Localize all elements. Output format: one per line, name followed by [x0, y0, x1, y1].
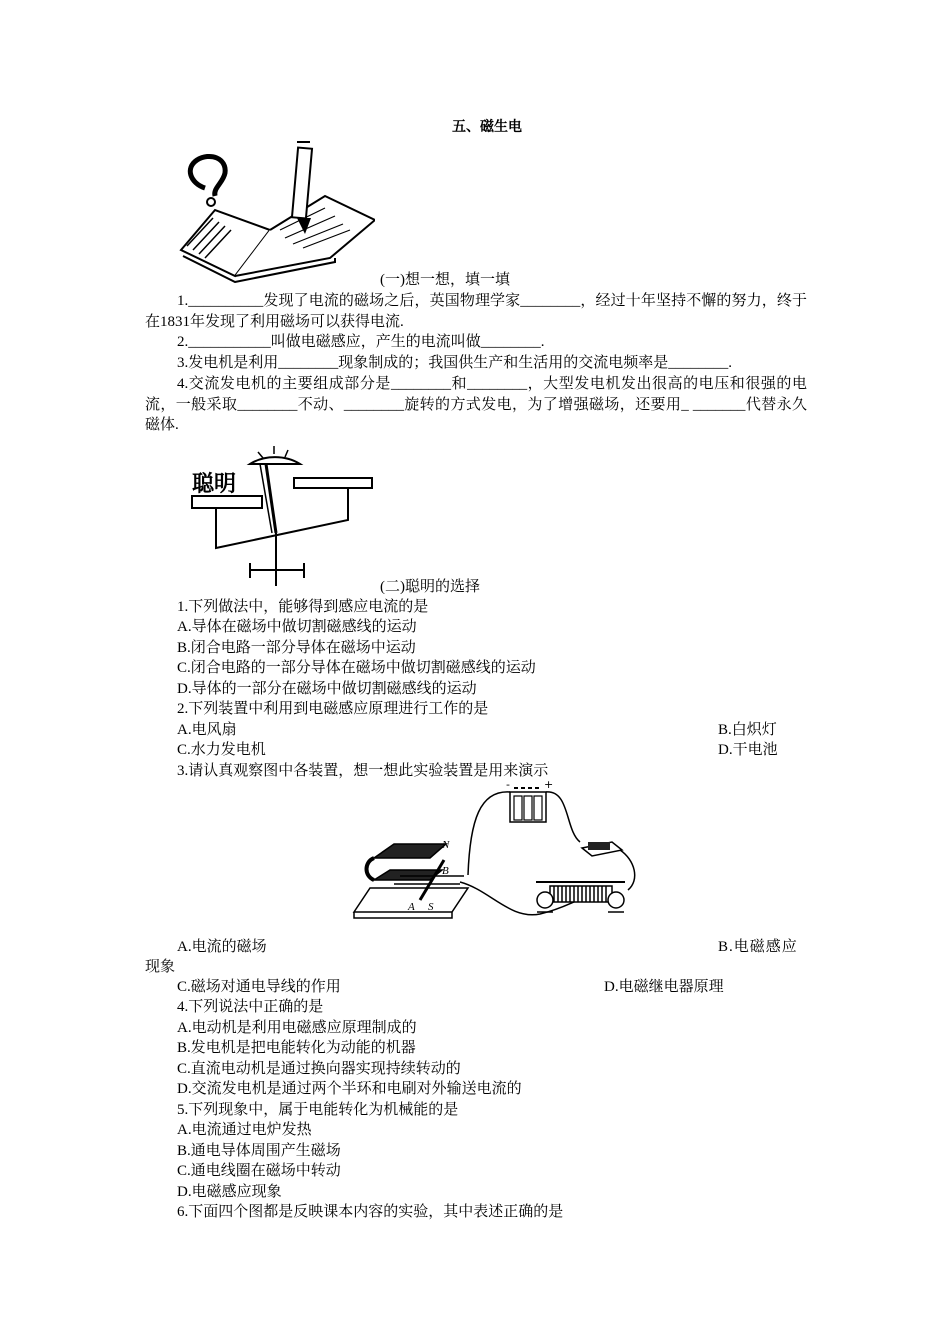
- choice-q1-stem: 1.下列做法中，能够得到感应电流的是: [177, 599, 429, 615]
- choice-q4-stem: 4.下列说法中正确的是: [177, 999, 324, 1015]
- choice-q3-option-c: C.磁场对通电导线的作用: [177, 979, 341, 995]
- choice-q2-option-d: D.干电池: [718, 742, 778, 758]
- choice-q5-option-a: A.电流通过电炉发热: [177, 1122, 312, 1138]
- choice-q3-option-a: A.电流的磁场: [177, 939, 267, 955]
- fill-blank-q2: 2.___________叫做电磁感应，产生的电流叫做________.: [177, 334, 545, 350]
- choice-q3-stem: 3.请认真观察图中各装置，想一想此实验装置是用来演示: [177, 763, 549, 779]
- logo-text: 聪明: [192, 472, 237, 497]
- balance-scale-illustration: [188, 438, 378, 588]
- choice-q5-option-d: D.电磁感应现象: [177, 1184, 282, 1200]
- choice-q2-option-b: B.白炽灯: [718, 722, 777, 738]
- section1-heading: (一)想一想，填一填: [380, 272, 510, 288]
- pole-s-label: S: [428, 901, 434, 913]
- choice-q3-option-b: B.电磁感应: [718, 939, 798, 955]
- choice-q2-stem: 2.下列装置中利用到电磁感应原理进行工作的是: [177, 701, 489, 717]
- choice-q2-option-a: A.电风扇: [177, 722, 237, 738]
- choice-q1-option-c: C.闭合电路的一部分导体在磁场中做切割磁感线的运动: [177, 660, 536, 676]
- choice-q1-option-a: A.导体在磁场中做切割磁感线的运动: [177, 619, 417, 635]
- page-title: 五、磁生电: [452, 119, 522, 135]
- choice-q3-option-d: D.电磁继电器原理: [604, 979, 724, 995]
- choice-q1-option-d: D.导体的一部分在磁场中做切割磁感线的运动: [177, 681, 477, 697]
- point-b-label: B: [442, 865, 449, 877]
- point-a-label: A: [408, 901, 415, 913]
- experiment-apparatus-illustration: [350, 780, 640, 925]
- choice-q5-option-b: B.通电导体周围产生磁场: [177, 1143, 341, 1159]
- book-pencil-illustration: [175, 138, 375, 283]
- choice-q5-stem: 5.下列现象中，属于电能转化为机械能的是: [177, 1102, 459, 1118]
- battery-minus-label: -: [506, 780, 510, 791]
- battery-plus-label: +: [544, 780, 554, 791]
- choice-q2-option-c: C.水力发电机: [177, 742, 266, 758]
- choice-q3-option-b-wrap: 现象: [145, 959, 176, 975]
- choice-q4-option-d: D.交流发电机是通过两个半环和电刷对外输送电流的: [177, 1081, 522, 1097]
- choice-q4-option-c: C.直流电动机是通过换向器实现持续转动的: [177, 1061, 461, 1077]
- fill-blank-q4: 4.交流发电机的主要组成部分是________和________，大型发电机发出很高的电压和很强的电流，一般采取________不动、________旋转的方式发电，为了增强磁场，还要用_ _______代替永久磁体.: [145, 376, 807, 433]
- choice-q6-stem: 6.下面四个图都是反映课本内容的实验，其中表述正确的是: [177, 1204, 564, 1220]
- section2-heading: (二)聪明的选择: [380, 579, 480, 595]
- choice-q4-option-a: A.电动机是利用电磁感应原理制成的: [177, 1020, 417, 1036]
- choice-q4-option-b: B.发电机是把电能转化为动能的机器: [177, 1040, 416, 1056]
- fill-blank-q1: 1.__________发现了电流的磁场之后，英国物理学家________，经过十年坚持不懈的努力，终于在1831年发现了利用磁场可以获得电流.: [145, 293, 807, 330]
- choice-q5-option-c: C.通电线圈在磁场中转动: [177, 1163, 341, 1179]
- choice-q1-option-b: B.闭合电路一部分导体在磁场中运动: [177, 640, 416, 656]
- fill-blank-q3: 3.发电机是利用________现象制成的；我国供生产和生活用的交流电频率是________.: [177, 355, 733, 371]
- pole-n-label: N: [442, 839, 450, 851]
